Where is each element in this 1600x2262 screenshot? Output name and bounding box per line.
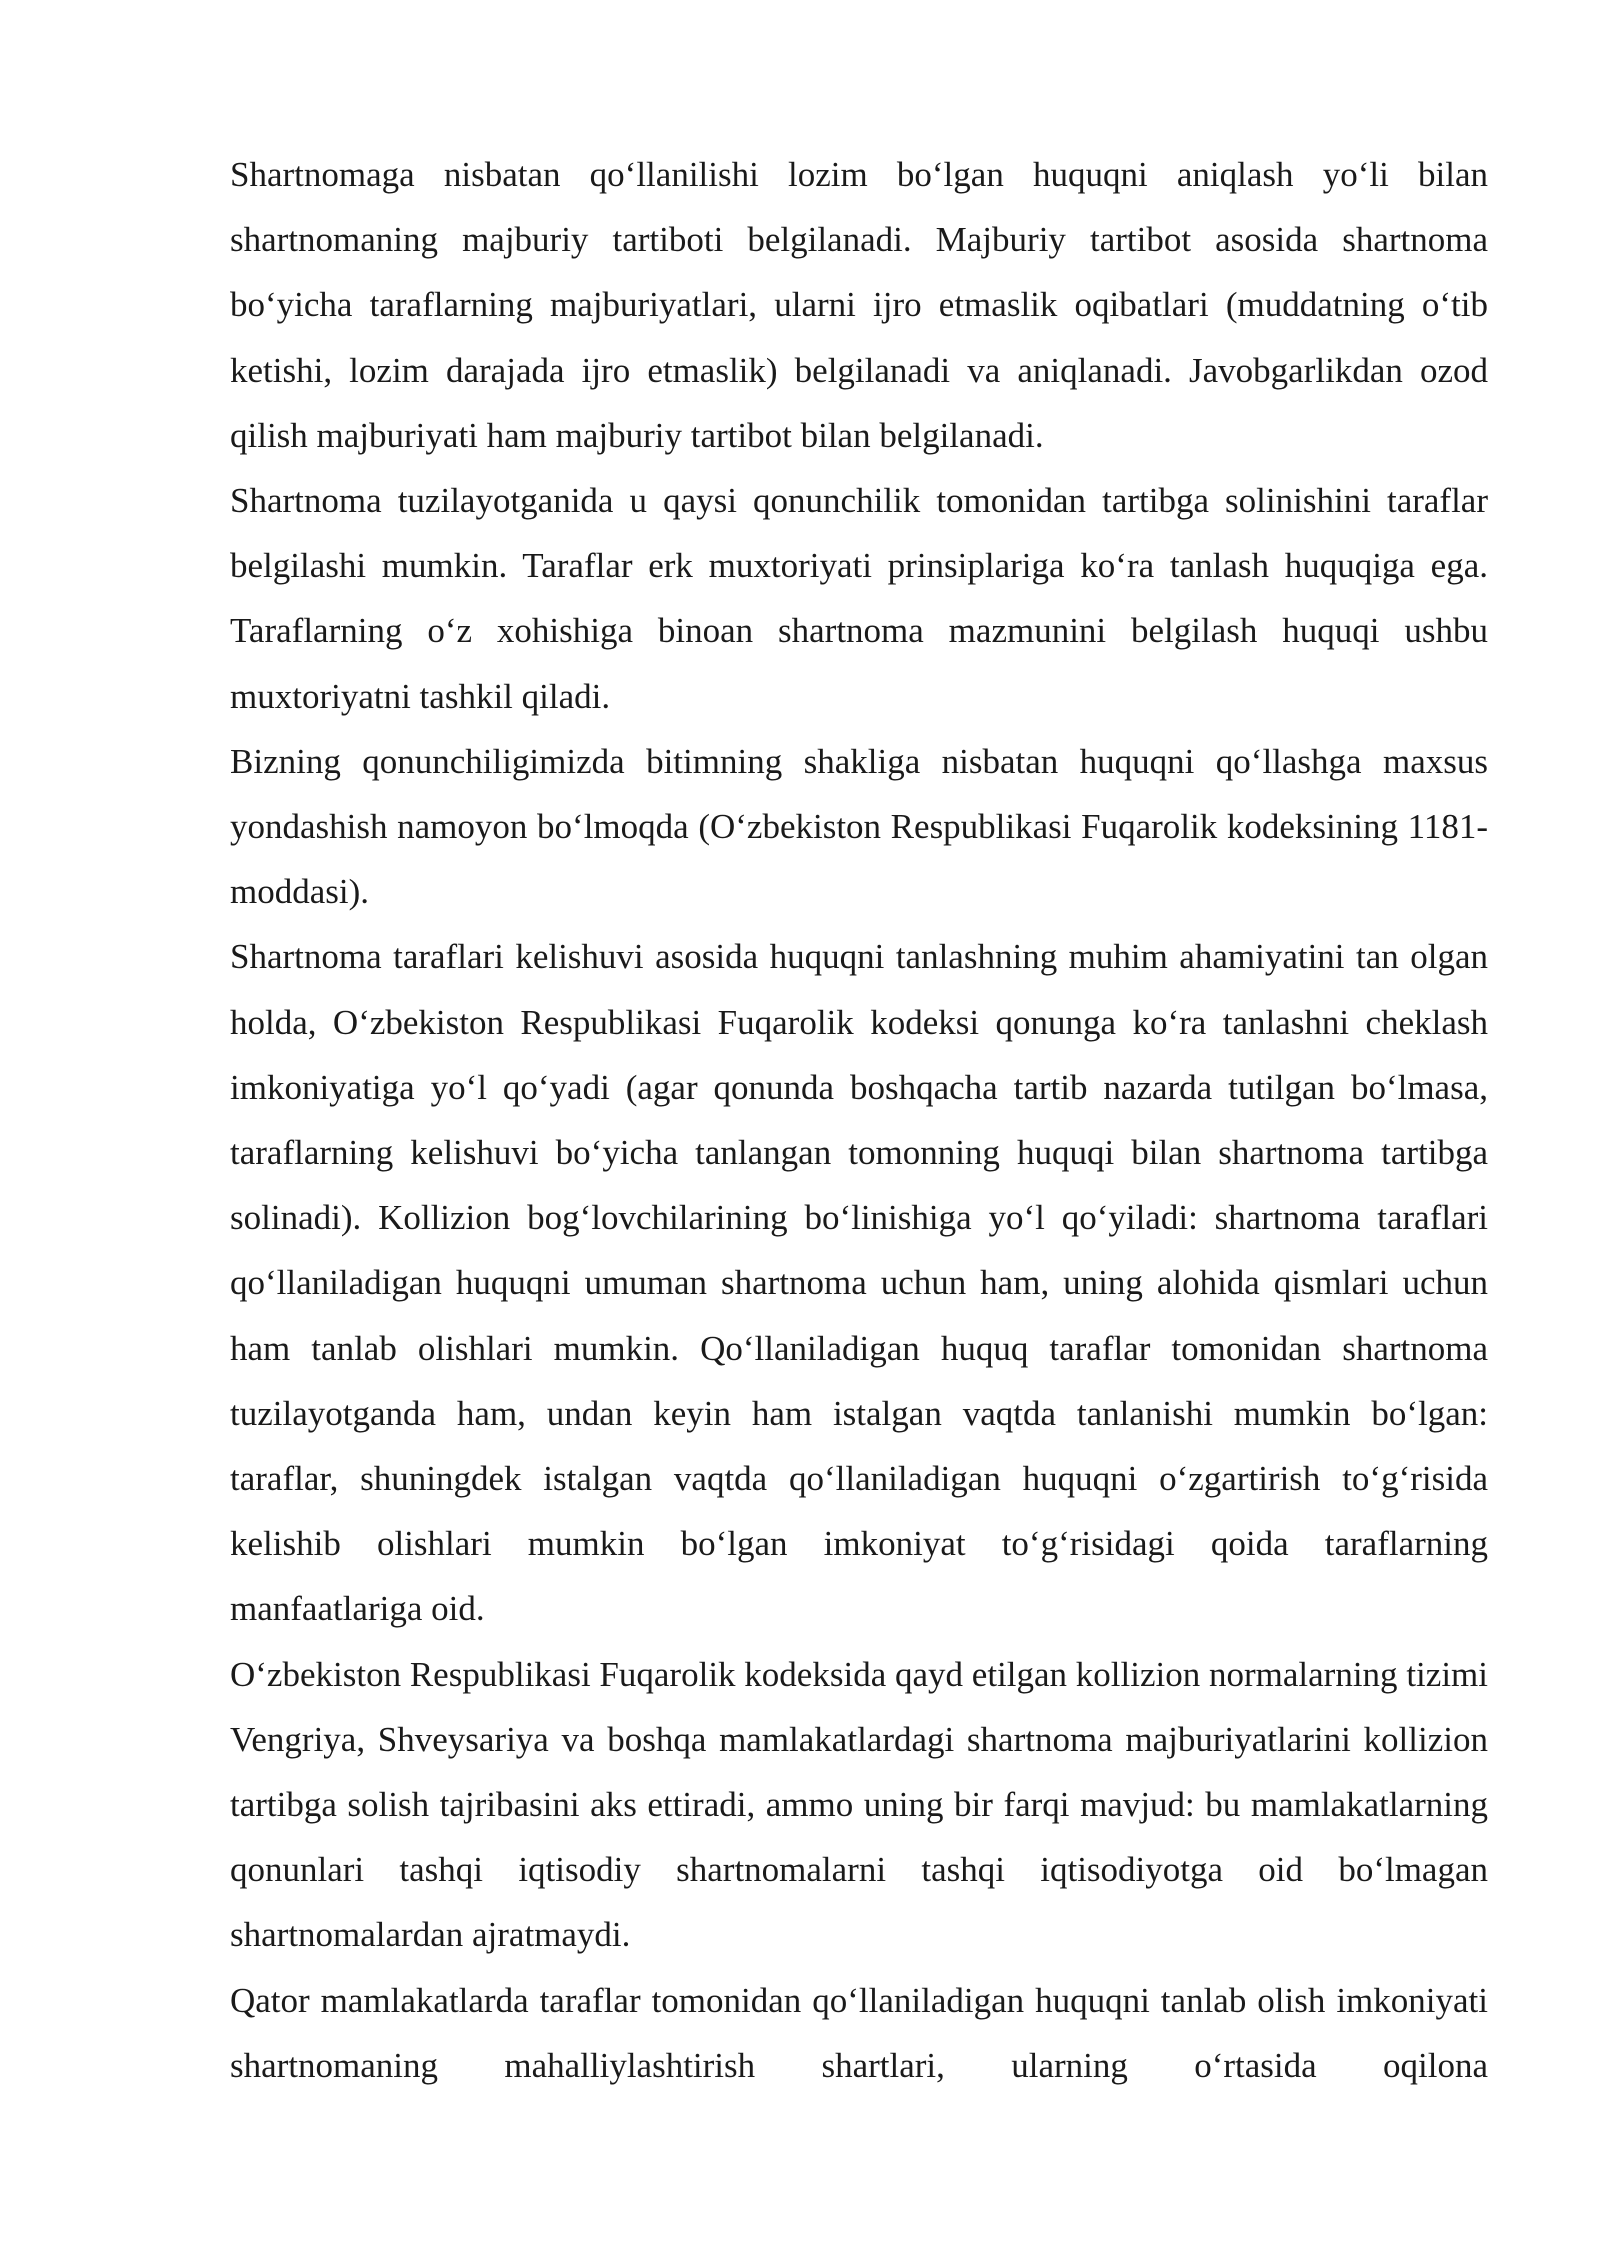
paragraph-3: Bizning qonunchiligimizda bitimning shakliga nisbatan huquqni qo‘llashga maxsus yondashish namoyon bo‘lmoqda (O‘zbekiston Respublikasi Fuqarolik kodeksining 1181-moddasi). [230, 741, 1488, 912]
paragraph-5: O‘zbekiston Respublikasi Fuqarolik kodeksida qayd etilgan kollizion normalarning tizimi Vengriya, Shveysariya va boshqa mamlakatlardagi shartnoma majburiyatlarini kollizion tartibga solish tajribasini aks ettiradi, ammo uning bir farqi mavjud: bu mamlakatlarning qonunlari tashqi iqtisodiy shartnomalarni tashqi iqtisodiyotga oid bo‘lmagan shartnomalardan ajratmaydi. [230, 1654, 1488, 1955]
paragraph-1: Shartnomaga nisbatan qo‘llanilishi lozim bo‘lgan huquqni aniqlash yo‘li bilan shartnomaning majburiy tartiboti belgilanadi. Majburiy tartibot asosida shartnoma bo‘yicha taraflarning majburiyatlari, ularni ijro etmaslik oqibatlari (muddatning o‘tib ketishi, lozim darajada ijro etmaslik) belgilanadi va aniqlanadi. Javobgarlikdan ozod qilish majburiyati ham majburiy tartibot bilan belgilanadi. [230, 155, 1488, 455]
paragraph-2: Shartnoma tuzilayotganida u qaysi qonunchilik tomonidan tartibga solinishini taraflar belgilashi mumkin. Taraflar erk muxtoriyati prinsiplariga ko‘ra tanlash huquqiga ega. Taraflarning o‘z xohishiga binoan shartnoma mazmunini belgilash huquqi ushbu muxtoriyatni tashkil qiladi. [230, 481, 1488, 716]
paragraph-4: Shartnoma taraflari kelishuvi asosida huquqni tanlashning muhim ahamiyatini tan olgan holda, O‘zbekiston Respublikasi Fuqarolik kodeksi qonunga ko‘ra tanlashni cheklash imkoniyatiga yo‘l qo‘yadi (agar qonunda boshqacha tartib nazarda tutilgan bo‘lmasa, taraflarning kelishuvi bo‘yicha tanlangan tomonning huquqi bilan shartnoma tartibga solinadi). Kollizion bog‘lovchilarining bo‘linishiga yo‘l qo‘yiladi: shartnoma taraflari qo‘llaniladigan huquqni umuman shartnoma uchun ham, uning alohida qismlari uchun ham tanlab olishlari mumkin. Qo‘llaniladigan huquq taraflar tomonidan shartnoma tuzilayotganda ham, undan keyin ham istalgan vaqtda tanlanishi mumkin bo‘lgan: taraflar, shuningdek istalgan vaqtda qo‘llaniladigan huquqni o‘zgartirish to‘g‘risida kelishib olishlari mumkin bo‘lgan imkoniyat to‘g‘risidagi qoida taraflarning manfaatlariga oid. [230, 937, 1488, 1629]
document-page [230, 142, 1488, 2098]
paragraph-6: Qator mamlakatlarda taraflar tomonidan qo‘llaniladigan huquqni tanlab olish imkoniyati shartnomaning mahalliylashtirish shartlari, ularning o‘rtasida oqilona [230, 1980, 1488, 2085]
